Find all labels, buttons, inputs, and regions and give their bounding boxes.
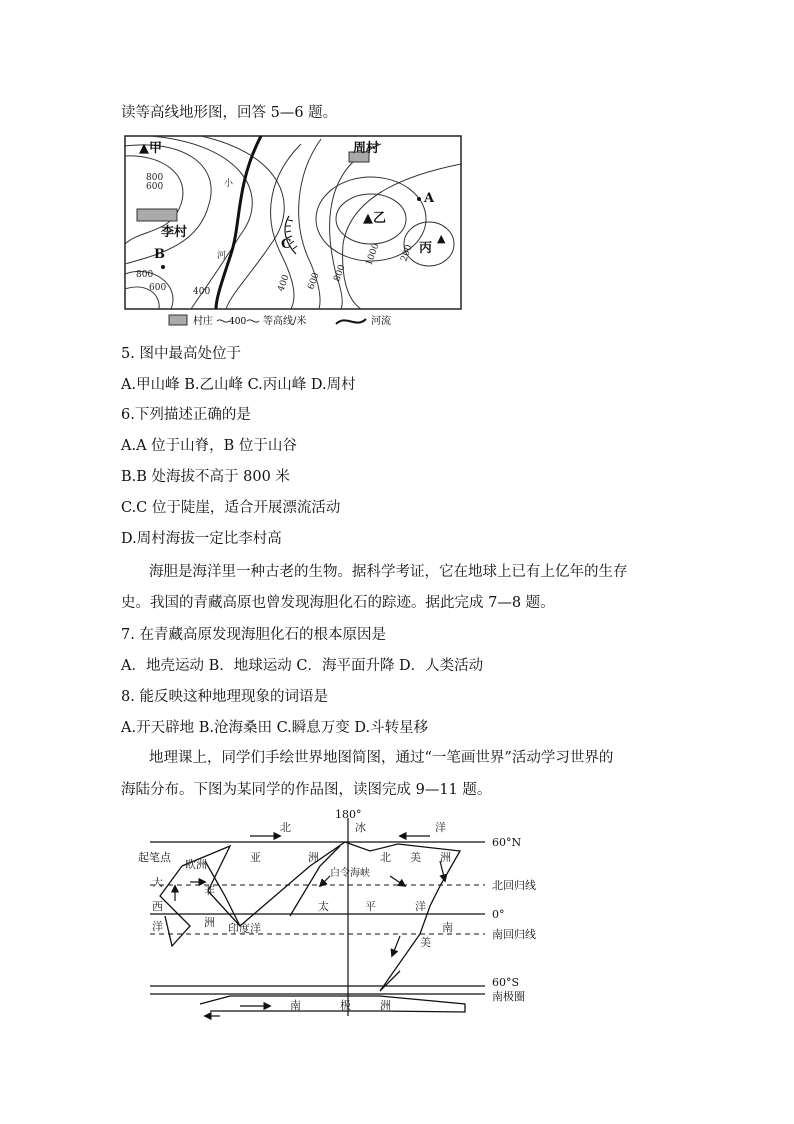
indian-ocean-label: 印度洋 [228, 922, 261, 935]
legend-river-label: 河流 [371, 316, 391, 327]
q5-options: A.甲山峰 B.乙山峰 C.丙山峰 D.周村 [121, 377, 356, 393]
samerica-label: 美 [420, 936, 431, 949]
antarctica-label: 洲 [380, 999, 391, 1012]
meridian-label: 180° [335, 808, 362, 821]
intro-text: 读等高线地形图，回答 5—6 题。 [121, 105, 338, 121]
village-zhou-label: 周村 [353, 141, 380, 156]
lat-60s-label: 60°S [492, 976, 520, 989]
atlantic-label: 西 [152, 900, 163, 913]
passage3-line2: 海陆分布。下图为某同学的作品图，读图完成 9—11 题。 [121, 782, 492, 798]
q7-options: A．地壳运动 B．地球运动 C．海平面升降 D．人类活动 [121, 658, 484, 674]
contour-label: 200 [399, 243, 415, 264]
stroke-path [160, 866, 190, 946]
passage2-line2: 史。我国的青藏高原也曾发现海胆化石的踪迹。据此完成 7—8 题。 [121, 595, 555, 611]
q6-option-b: B.B 处海拔不高于 800 米 [121, 469, 290, 485]
legend-contour-label: 等高线/米 [263, 316, 307, 327]
start-point-label: 起笔点 [138, 851, 171, 864]
river-label: 河 [217, 251, 227, 261]
stroke-path [200, 996, 465, 1012]
samerica-label: 南 [442, 921, 453, 934]
africa-fei-label: 非 [204, 884, 215, 897]
river [216, 136, 261, 309]
contour-label: 1000 [364, 242, 382, 268]
europe-label: 欧洲 [185, 858, 207, 871]
lat-antarctic-circle-label: 南极圈 [492, 990, 525, 1003]
pacific-ping-label: 平 [365, 900, 376, 913]
peak-jia-label: ▲甲 [139, 141, 163, 156]
q5-stem: 5. 图中最高处位于 [121, 346, 241, 362]
arrow [440, 861, 445, 881]
contour-label: 600 [149, 283, 167, 293]
point-b-dot [161, 265, 165, 269]
contour-label: 800 [146, 173, 164, 183]
namerica-label: 美 [410, 851, 421, 864]
contour-map-figure [121, 134, 466, 332]
q6-option-a: A.A 位于山脊，B 位于山谷 [121, 438, 297, 454]
contour-label: 800 [332, 263, 348, 284]
namerica-label: 洲 [440, 851, 451, 864]
map-frame [125, 136, 461, 309]
contour-label: 600 [306, 271, 322, 292]
world-sketch-figure [130, 806, 600, 1036]
passage3-line1: 地理课上，同学们手绘世界地图简图，通过“一笔画世界”活动学习世界的 [149, 750, 614, 766]
asia-zhou-label: 洲 [308, 851, 319, 864]
village-li-label: 李村 [161, 225, 188, 240]
passage2-line1: 海胆是海洋里一种古老的生物。据科学考证，它在地球上已有上亿年的生存 [149, 564, 628, 580]
arctic-label: 洋 [435, 821, 446, 834]
river-label: 小 [224, 179, 234, 189]
africa-zhou-label: 洲 [204, 916, 215, 929]
pacific-tai-label: 太 [318, 900, 329, 913]
q6-option-d: D.周村海拔一定比李村高 [121, 531, 282, 547]
peak-bing-label: 丙 [419, 241, 433, 256]
legend-contour-icon [217, 320, 229, 322]
q6-stem: 6.下列描述正确的是 [121, 407, 251, 423]
legend-river-icon [336, 319, 366, 324]
contour-label: 400 [276, 273, 292, 294]
atlantic-label: 洋 [152, 920, 163, 933]
atlantic-label: 大 [152, 876, 163, 889]
legend-contour-sample: 400 [229, 317, 247, 327]
contour-line [201, 136, 284, 309]
point-a-label: A [424, 191, 435, 206]
q7-stem: 7. 在青藏高原发现海胆化石的根本原因是 [121, 627, 386, 643]
bering-strait-label: 白令海峡 [330, 868, 370, 879]
legend-village-icon [169, 315, 187, 325]
arctic-label: 北 [280, 821, 291, 834]
peak-bing-icon: ▲ [437, 232, 446, 245]
lat-equator-label: 0° [492, 908, 505, 921]
arrow [392, 936, 400, 956]
contour-label: 400 [193, 287, 211, 297]
point-b-label: B [154, 247, 165, 262]
antarctica-label: 极 [340, 999, 351, 1012]
point-a-dot [417, 197, 421, 201]
contour-label: 600 [146, 182, 164, 192]
namerica-label: 北 [380, 851, 391, 864]
asia-ya-label: 亚 [250, 851, 261, 864]
contour-label: 800 [136, 270, 154, 280]
peak-yi-label: ▲乙 [363, 211, 387, 226]
antarctica-label: 南 [290, 999, 301, 1012]
q8-options: A.开天辟地 B.沧海桑田 C.瞬息万变 D.斗转星移 [121, 720, 429, 736]
q6-option-c: C.C 位于陡崖，适合开展漂流活动 [121, 500, 341, 516]
q8-stem: 8. 能反映这种地理现象的词语是 [121, 689, 328, 705]
legend-village-label: 村庄 [193, 316, 213, 327]
lat-tropic-cancer-label: 北回归线 [492, 879, 536, 892]
lat-60n-label: 60°N [492, 836, 522, 849]
contour-line [125, 145, 211, 264]
village-icon-li [137, 209, 177, 221]
pacific-yang-label: 洋 [415, 900, 426, 913]
point-c-label: C [281, 237, 292, 252]
arctic-label: 冰 [355, 821, 366, 834]
lat-tropic-capricorn-label: 南回归线 [492, 928, 536, 941]
